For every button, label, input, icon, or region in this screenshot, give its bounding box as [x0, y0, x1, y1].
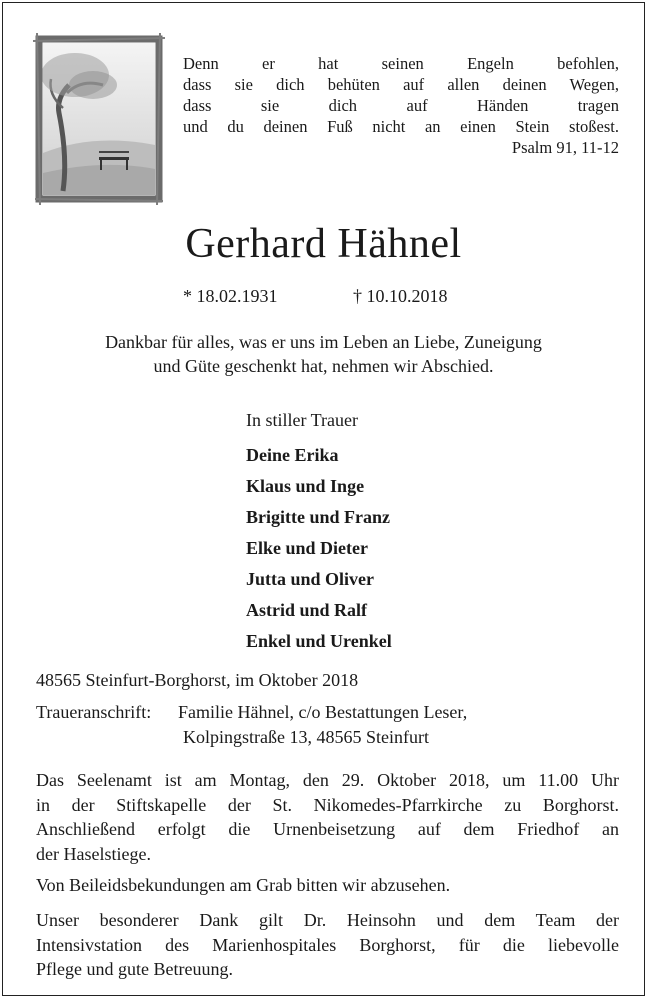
mourner: Astrid und Ralf [246, 600, 368, 620]
mourning-address [36, 700, 467, 750]
obituary-notice [2, 2, 645, 996]
thanks-text [3, 330, 644, 378]
thanks-line: Dankbar für alles, was er uns im Leben an Liebe, Zuneigung [105, 332, 542, 352]
mourner: Enkel und Urenkel [246, 631, 392, 651]
gratitude-line: Intensivstation des Marienhospitales Borghorst, für die liebevolle [36, 934, 619, 955]
verse-line: Denn er hat seinen Engeln befohlen, [183, 54, 619, 73]
verse-line: und du deinen Fuß nicht an einen Stein stoßest. [183, 117, 619, 136]
mourner: Elke und Dieter [246, 538, 369, 558]
verse-line: dass sie dich behüten auf allen deinen Wegen, [183, 75, 619, 94]
service-line: Anschließend erfolgt die Urnenbeisetzung auf dem Friedhof an [36, 819, 619, 839]
mourner: Brigitte und Franz [246, 507, 390, 527]
service-line: der Haselstiege. [36, 843, 151, 864]
mourner: Deine Erika [246, 445, 339, 465]
gratitude-line: Unser besonderer Dank gilt Dr. Heinsohn und dem Team der [36, 910, 619, 930]
service-paragraph [36, 768, 619, 866]
address-line: Familie Hähnel, c/o Bestattungen Leser, [178, 702, 468, 722]
mourner: Jutta und Oliver [246, 569, 375, 589]
mourning-intro: In stiller Trauer [246, 410, 358, 430]
tree-bench-illustration [33, 33, 165, 205]
mourner: Klaus und Inge [246, 476, 365, 496]
thanks-line: und Güte geschenkt hat, nehmen wir Abschied. [153, 356, 494, 376]
gratitude-paragraph [36, 908, 619, 982]
psalm-verse [183, 53, 619, 158]
birth-date: * 18.02.1931 [183, 286, 278, 306]
gratitude-line: Pflege und gute Betreuung. [36, 959, 233, 979]
verse-reference: Psalm 91, 11-12 [511, 138, 619, 157]
verse-line: dass sie dich auf Händen tragen [183, 96, 619, 115]
condolences-line: Von Beileidsbekundungen am Grab bitten wir abzusehen. [36, 875, 451, 895]
service-line: Das Seelenamt ist am Montag, den 29. Oktober 2018, um 11.00 Uhr [36, 770, 619, 790]
address-label: Traueranschrift: [36, 702, 152, 722]
place-date: 48565 Steinfurt-Borghorst, im Oktober 2018 [36, 670, 359, 690]
address-line: Kolpingstraße 13, 48565 Steinfurt [183, 727, 429, 747]
condolences-note [36, 873, 619, 898]
deceased-name: Gerhard Hähnel [185, 221, 462, 267]
service-line: in der Stiftskapelle der St. Nikomedes-Pfarrkirche zu Borghorst. [36, 794, 619, 815]
death-date: † 10.10.2018 [353, 286, 448, 306]
mourners-list [246, 407, 392, 657]
tree-bench-icon [33, 33, 165, 205]
